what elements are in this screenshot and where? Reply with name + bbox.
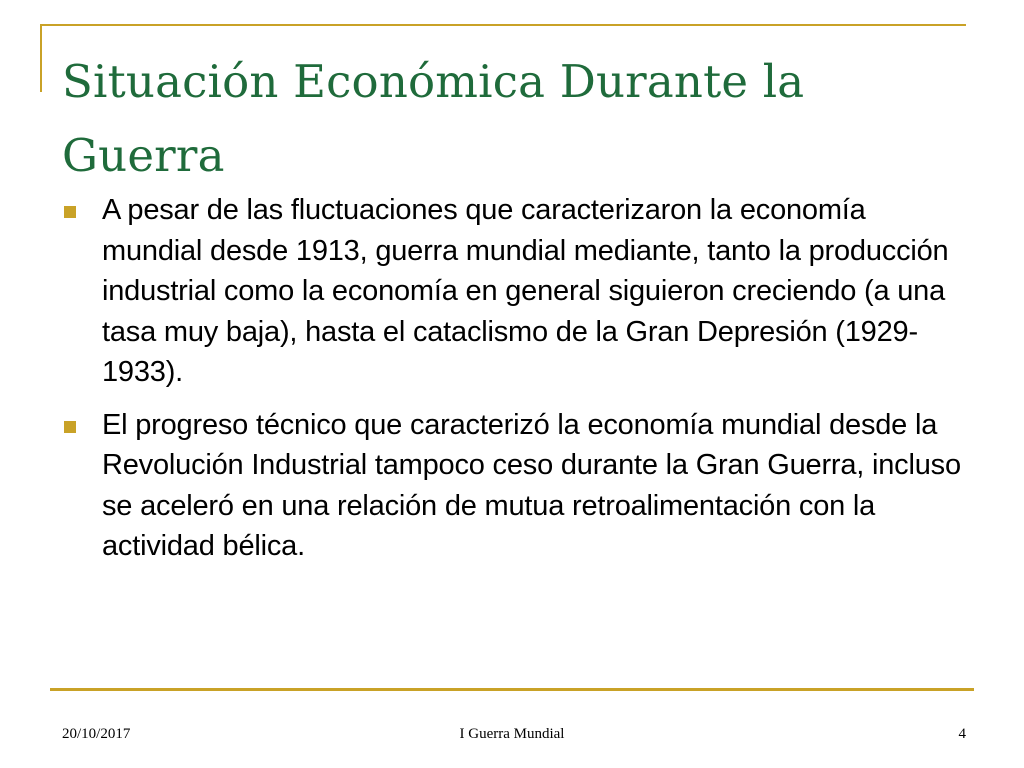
frame-top-line xyxy=(40,24,966,26)
slide-title: Situación Económica Durante la Guerra xyxy=(62,55,805,182)
footer-date: 20/10/2017 xyxy=(62,726,131,742)
bullet-text: El progreso técnico que caracterizó la economía mundial desde la Revolución Industrial tampoco ceso durante la Gran Guerra, incluso se aceleró en una relación de mutua retroalimentación con la actividad bélica. xyxy=(102,408,961,562)
bullet-text: A pesar de las fluctuaciones que caracterizaron la economía mundial desde 1913, guerra mundial mediante, tanto la producción industrial como la economía en general siguieron creciendo (a una tasa muy baja), hasta el cataclismo de la Gran Depresión (1929-1933). xyxy=(102,194,949,388)
footer-divider-line xyxy=(50,688,974,691)
bullet-item xyxy=(62,405,967,567)
square-bullet-icon xyxy=(64,421,76,433)
bullet-list xyxy=(62,190,967,579)
footer-title: I Guerra Mundial xyxy=(459,726,565,742)
page-number: 4 xyxy=(958,726,966,742)
square-bullet-icon xyxy=(64,206,76,218)
frame-left-line xyxy=(40,24,42,92)
bullet-item xyxy=(62,190,967,393)
